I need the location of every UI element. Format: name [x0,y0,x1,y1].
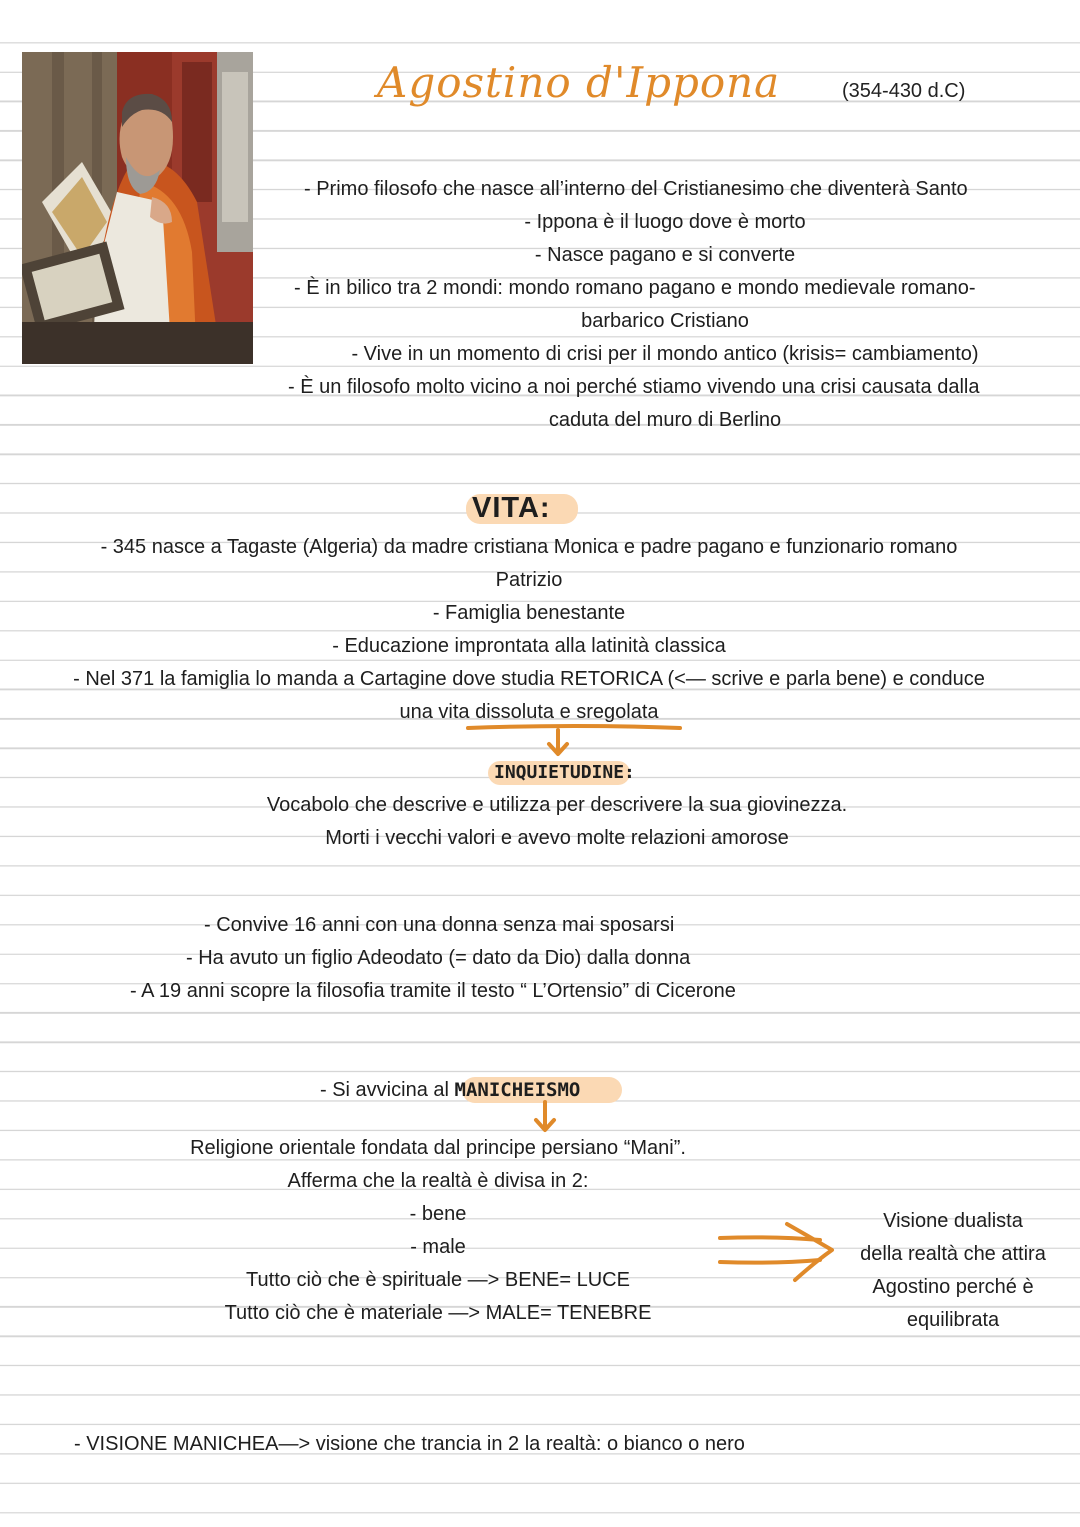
vita-line: - Educazione improntata alla latinità classica [332,635,726,657]
manicheismo-desc: - bene [409,1203,467,1225]
inquietudine-line: Morti i vecchi valori e avevo molte relazioni amorose [325,827,789,849]
manicheismo-label: MANICHEISMO [454,1079,581,1101]
vita-line-prefix: una vita [399,701,476,723]
manicheismo-desc: Tutto ciò che è spirituale —> BENE= LUCE [246,1269,630,1291]
vita-later-line: - Convive 16 anni con una donna senza mai sposarsi [204,914,675,936]
right-arrow-icon [715,1218,840,1288]
vita-later-line: - A 19 anni scopre la filosofia tramite il testo “ L’Ortensio” di Cicerone [130,980,736,1002]
manicheismo-line [320,1078,580,1102]
vita-later-line: - Ha avuto un figlio Adeodato (= dato da Dio) dalla donna [186,947,691,969]
side-note-line: Agostino perché è [872,1276,1034,1298]
manicheismo-prefix: - Si avvicina al [320,1079,455,1101]
down-arrow-icon [532,1100,558,1136]
intro-line: - Primo filosofo che nasce all’interno del Cristianesimo che diventerà Santo [304,178,968,200]
intro-line: barbarico Cristiano [581,310,749,332]
side-note-line: equilibrata [906,1309,1000,1331]
manicheismo-desc: - male [410,1236,466,1258]
inquietudine-line: Vocabolo che descrive e utilizza per descrivere la sua giovinezza. [266,794,848,816]
intro-line: - Vive in un momento di crisi per il mondo antico (krisis= cambiamento) [351,343,979,365]
side-note-line: Visione dualista [883,1210,1023,1232]
underlined-text: dissoluta e sregolata [475,701,659,723]
intro-line: - Ippona è il luogo dove è morto [524,211,806,233]
intro-line: caduta del muro di Berlino [548,409,782,431]
vita-line: - 345 nasce a Tagaste (Algeria) da madre cristiana Monica e padre pagano e funzionario romano [100,536,958,558]
underline-arrow-icon [465,722,685,762]
portrait-image [22,52,253,364]
intro-line: - È in bilico tra 2 mondi: mondo romano pagano e mondo medievale romano- [294,277,976,299]
intro-line: - Nasce pagano e si converte [534,244,796,266]
inquietudine-label: INQUIETUDINE: [494,762,635,783]
section-heading-vita: VITA: [472,492,551,524]
vita-line: - Famiglia benestante [432,602,626,624]
date-range: (354-430 d.C) [842,80,966,102]
visione-manichea-line: - VISIONE MANICHEA—> visione che trancia in 2 la realtà: o bianco o nero [74,1433,745,1455]
manicheismo-desc: Religione orientale fondata dal principe persiano “Mani”. [190,1137,686,1159]
page-title: Agostino d'Ippona [377,58,781,107]
manicheismo-desc: Tutto ciò che è materiale —> MALE= TENEBRE [224,1302,652,1324]
side-note-line: della realtà che attira [860,1243,1046,1265]
intro-line: - È un filosofo molto vicino a noi perché stiamo vivendo una crisi causata dalla [288,376,980,398]
manicheismo-desc: Afferma che la realtà è divisa in 2: [287,1170,589,1192]
vita-line: - Nel 371 la famiglia lo manda a Cartagine dove studia RETORICA (<— scrive e parla bene) e conduce [73,668,985,690]
vita-line: Patrizio [495,569,563,591]
vita-line [399,700,658,724]
